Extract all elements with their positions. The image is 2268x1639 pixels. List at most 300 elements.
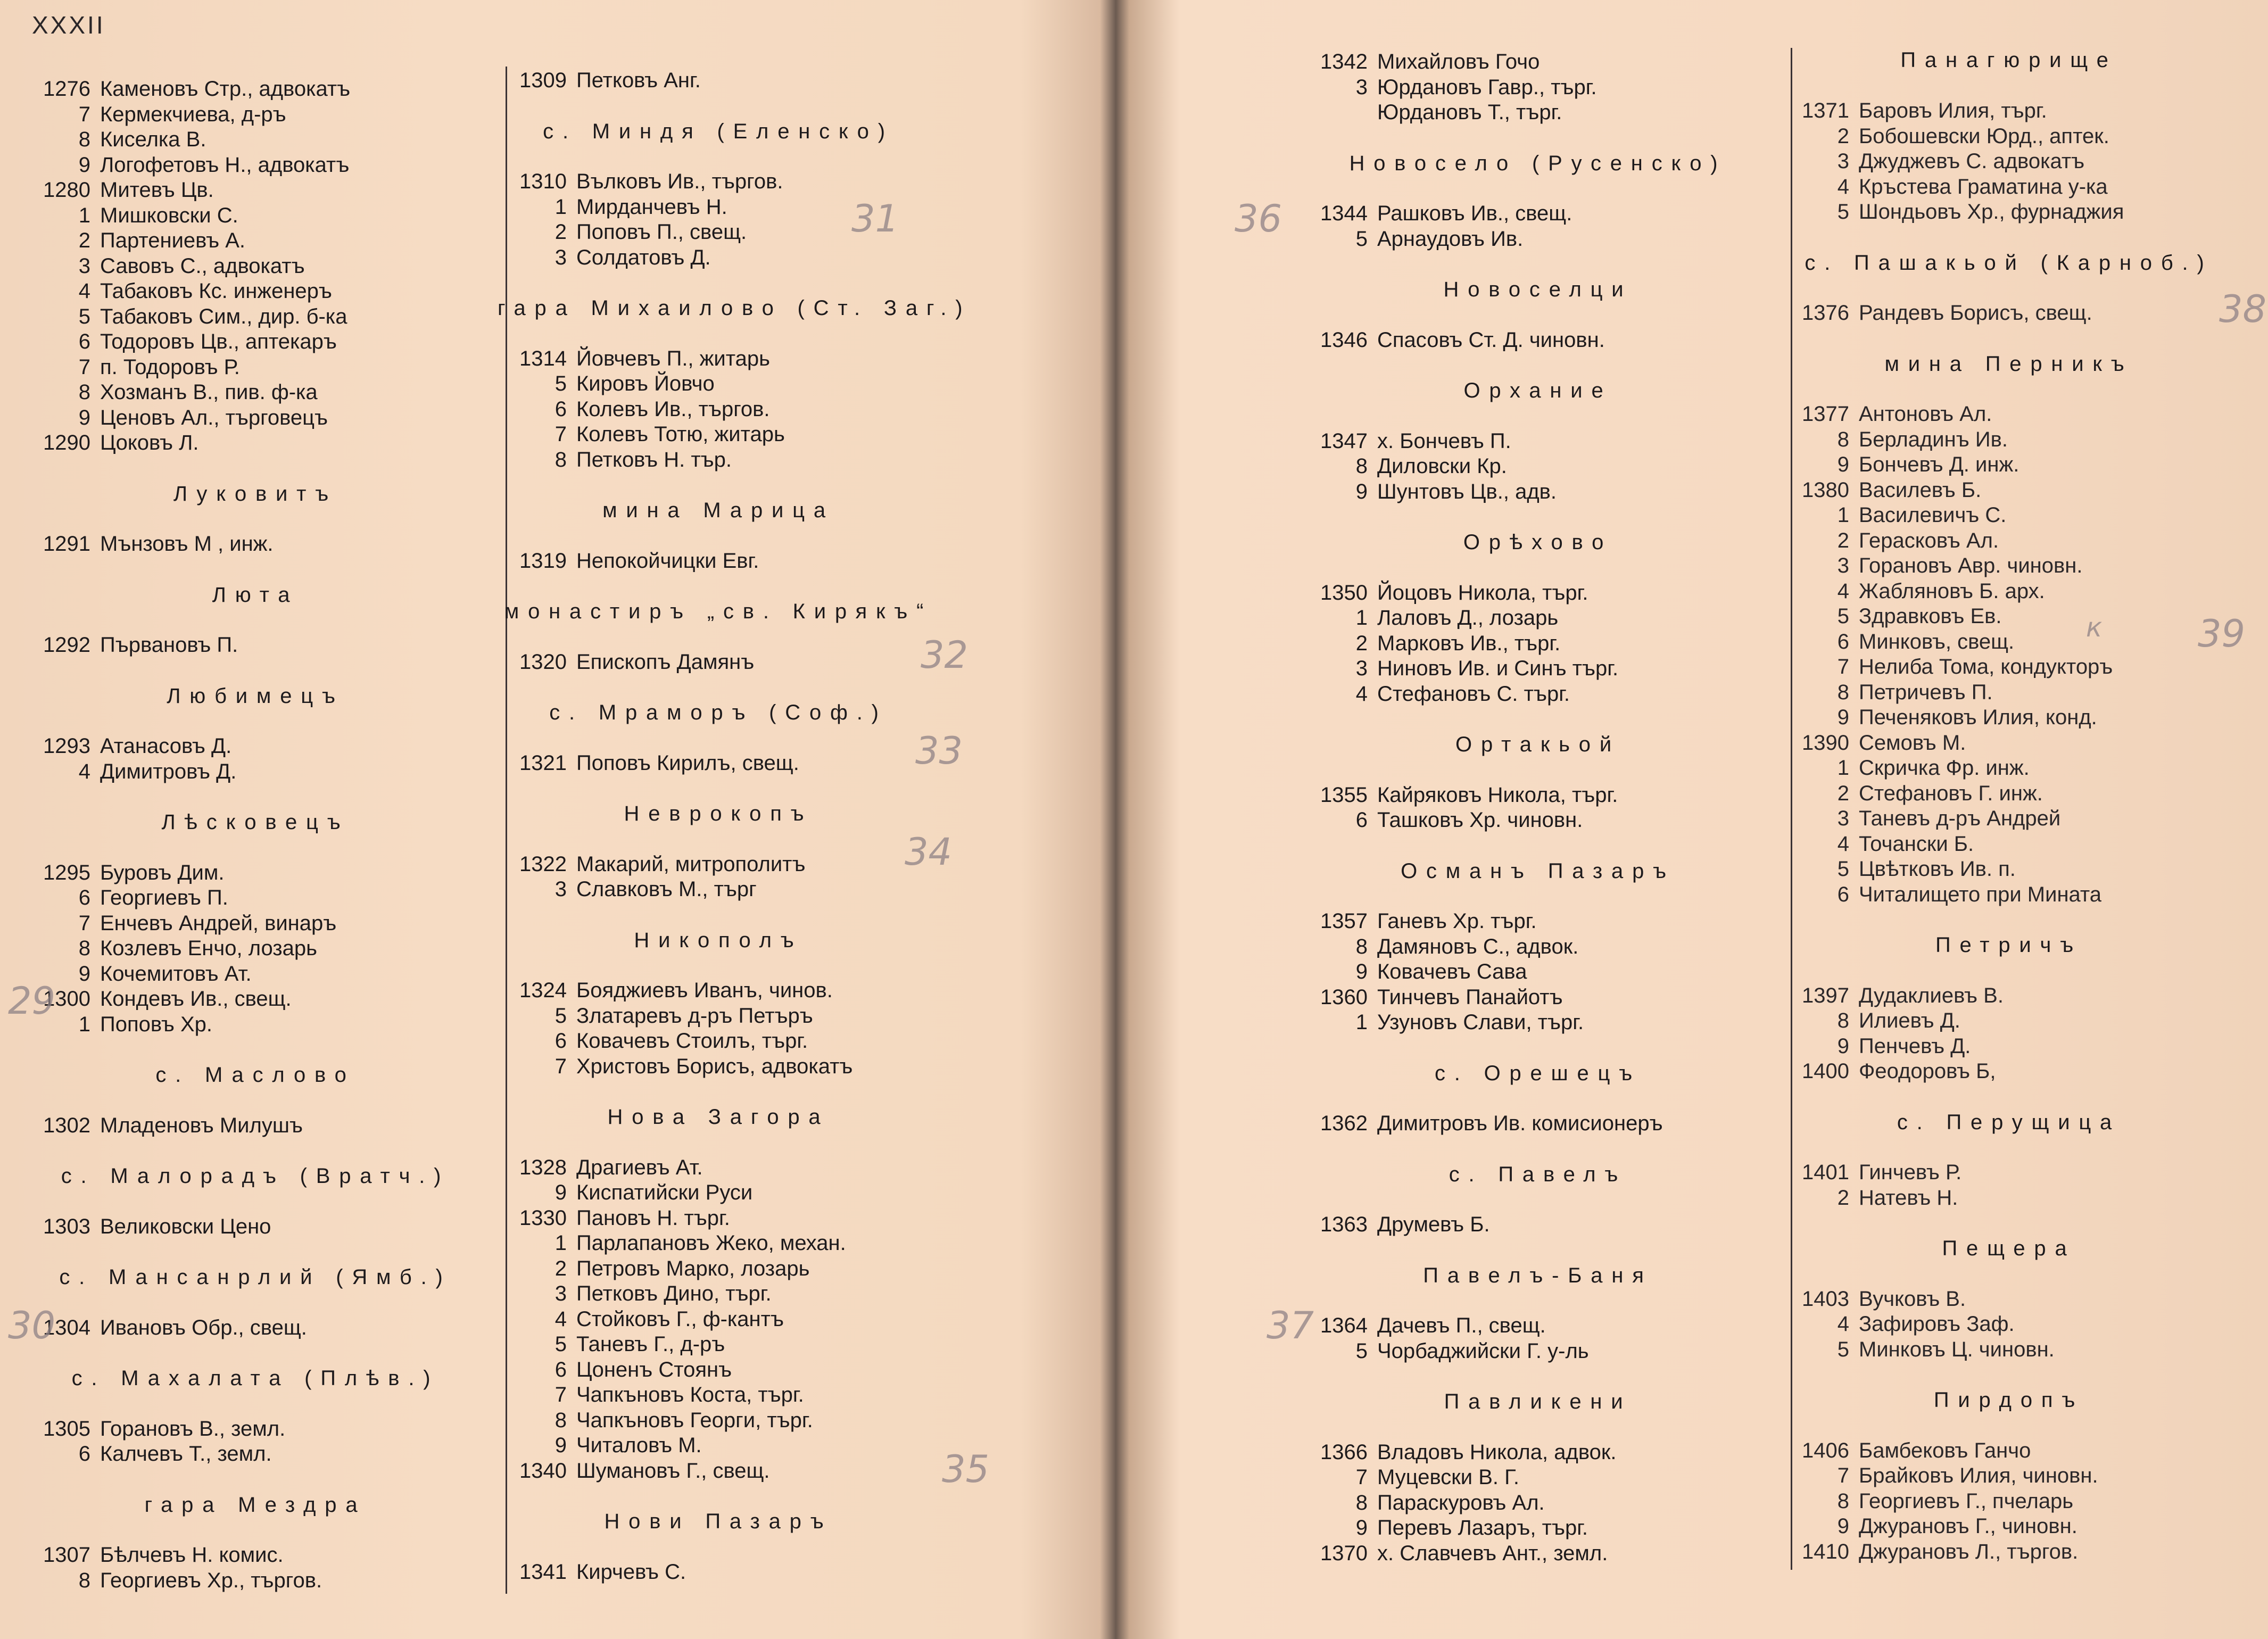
list-entry: [1780, 655, 2238, 680]
list-entry: [498, 1332, 939, 1357]
entry-name: Солдатовъ Д.: [576, 245, 711, 269]
list-entry: [1780, 806, 2238, 832]
entry-name: Савовъ С., адвокатъ: [100, 254, 305, 278]
place-heading: Османъ Пазаръ: [1401, 859, 1675, 883]
place-heading: Петричъ: [1935, 933, 2083, 957]
entry-name: Юрдановъ Гавр., търг.: [1377, 75, 1597, 99]
entry-number: 3: [554, 1282, 567, 1305]
entry-name: Кочемитовъ Ат.: [100, 962, 252, 986]
entry-name: Лаловъ Д., лозарь: [1377, 606, 1559, 630]
handwritten-note: 32: [921, 633, 969, 677]
handwritten-note: 34: [905, 830, 953, 874]
entry-name: Пановъ Н. търг.: [576, 1206, 730, 1230]
list-entry: [1780, 882, 2238, 908]
entry-name: п. Тодоровъ Р.: [100, 355, 240, 379]
entry-number: 7: [78, 355, 90, 379]
list-entry: [498, 245, 939, 271]
entry-number: 1302: [43, 1113, 90, 1137]
list-entry: [498, 1004, 939, 1029]
list-entry: [498, 852, 939, 878]
entry-number: 3: [554, 878, 567, 901]
column-1: [21, 77, 490, 1593]
entry-number: 7: [554, 423, 567, 446]
list-entry: [498, 68, 939, 94]
entry-number: 1: [1355, 1011, 1368, 1034]
entry-name: Таневъ Г., д-ръ: [576, 1332, 725, 1356]
list-entry: [1298, 985, 1777, 1011]
list-entry: [1298, 75, 1777, 101]
list-entry: [21, 77, 490, 102]
entry-name: Ковачевъ Стоилъ, търг.: [576, 1029, 808, 1053]
entry-name: Феодоровъ Б,: [1859, 1059, 1996, 1083]
list-entry: [21, 1214, 490, 1240]
entry-number: 5: [1837, 1337, 1849, 1361]
entry-number: 1360: [1320, 985, 1368, 1009]
entry-name: Бояджиевъ Иванъ, чинов.: [576, 979, 833, 1002]
list-entry: [498, 650, 939, 675]
entry-number: 1366: [1320, 1440, 1368, 1464]
entry-name: Мънзовъ М , инж.: [100, 532, 274, 556]
entry-number: 4: [1837, 579, 1849, 603]
list-entry: [1298, 227, 1777, 252]
entry-number: 1397: [1802, 983, 1849, 1007]
entry-name: Юрдановъ Т., търг.: [1377, 101, 1562, 124]
place-heading: Неврокопъ: [624, 802, 813, 825]
entry-number: 8: [554, 1408, 567, 1432]
list-entry: [498, 1383, 939, 1408]
entry-number: 5: [554, 372, 567, 395]
entry-name: Джуджевъ С. адвокатъ: [1859, 150, 2085, 173]
entry-number: 1: [78, 1012, 90, 1036]
entry-name: Натевъ Н.: [1859, 1186, 1958, 1210]
entry-name: Скричка Фр. инж.: [1859, 756, 2030, 780]
entry-number: 9: [554, 1434, 567, 1457]
handwritten-note: 31: [851, 197, 899, 241]
entry-name: Рандевъ Борисъ, свещ.: [1859, 301, 2092, 325]
entry-number: 1293: [43, 734, 90, 758]
entry-number: 6: [554, 397, 567, 421]
list-entry: [21, 1543, 490, 1568]
entry-number: 2: [1355, 631, 1368, 655]
entry-name: Колевъ Ив., търгов.: [576, 397, 770, 421]
entry-name: Владовъ Никола, адвок.: [1377, 1440, 1617, 1464]
entry-name: Димитровъ Д.: [100, 759, 237, 783]
entry-name: Чапкъновъ Георги, търг.: [576, 1408, 813, 1432]
entry-number: 6: [554, 1029, 567, 1053]
entry-number: 4: [78, 279, 90, 303]
entry-number: 1406: [1802, 1438, 1849, 1462]
entry-number: 6: [78, 886, 90, 909]
entry-number: 2: [1837, 124, 1849, 148]
entry-name: Шунтовъ Цв., адв.: [1377, 479, 1557, 503]
entry-name: Епископъ Дамянъ: [576, 650, 755, 674]
entry-name: Парлапановъ Жеко, механ.: [576, 1231, 846, 1255]
entry-number: 5: [1837, 857, 1849, 881]
entry-number: 1: [1355, 606, 1368, 630]
handwritten-note: 36: [1235, 197, 1282, 241]
entry-name: Енчевъ Андрей, винаръ: [100, 911, 337, 935]
list-entry: [21, 431, 490, 456]
list-entry: [1780, 98, 2238, 124]
list-entry: [498, 1459, 939, 1484]
entry-number: 1400: [1802, 1059, 1849, 1083]
entry-name: Михайловъ Гочо: [1377, 50, 1540, 73]
entry-name: Тодоровъ Цв., аптекаръ: [100, 330, 337, 353]
entry-name: Петричевъ П.: [1859, 680, 1993, 704]
entry-number: 1307: [43, 1543, 90, 1567]
list-entry: [21, 1417, 490, 1442]
entry-number: 1330: [519, 1206, 567, 1230]
entry-number: 3: [554, 245, 567, 269]
list-entry: [1780, 149, 2238, 175]
place-heading: Павелъ-Баня: [1423, 1263, 1653, 1287]
entry-number: 1401: [1802, 1161, 1849, 1184]
list-entry: [1298, 100, 1777, 126]
list-entry: [1298, 656, 1777, 682]
list-entry: [1780, 427, 2238, 453]
entry-number: 1350: [1320, 581, 1368, 605]
place-heading: Новоселци: [1443, 278, 1633, 301]
entry-name: Перевъ Лазаръ, търг.: [1377, 1516, 1588, 1539]
place-heading: с. Махалата (Плѣв.): [71, 1367, 440, 1390]
entry-name: Вълковъ Ив., търгов.: [576, 170, 783, 193]
entry-number: 7: [1837, 1464, 1849, 1487]
entry-name: Стойковъ Г., ф-кантъ: [576, 1307, 784, 1331]
entry-name: Калчевъ Т., земл.: [100, 1442, 272, 1466]
entry-number: 1403: [1802, 1287, 1849, 1311]
place-heading: Орхание: [1463, 379, 1612, 402]
list-entry: [21, 355, 490, 380]
entry-name: Печеняковъ Илия, конд.: [1859, 706, 2097, 729]
entry-name: Баровъ Илия, търг.: [1859, 99, 2047, 122]
entry-number: 2: [1837, 781, 1849, 805]
entry-number: 8: [1355, 454, 1368, 478]
entry-name: Златаревъ д-ръ Петъръ: [576, 1004, 813, 1028]
list-entry: [1298, 1212, 1777, 1238]
entry-name: Нелиба Тома, кондукторъ: [1859, 655, 2113, 678]
entry-number: 1: [1837, 756, 1849, 780]
entry-number: 3: [1837, 150, 1849, 173]
entry-name: Кръстева Граматина у-ка: [1859, 175, 2108, 198]
entry-name: Гинчевъ Р.: [1859, 1161, 1962, 1184]
entry-name: Киселка В.: [100, 128, 206, 151]
place-heading: гара Михаилово (Ст. Заг.): [498, 296, 972, 320]
entry-number: 1290: [43, 431, 90, 454]
list-entry: [498, 1256, 939, 1282]
list-entry: [1298, 959, 1777, 985]
list-entry: [498, 371, 939, 397]
list-entry: [1780, 579, 2238, 605]
list-entry: [1780, 301, 2238, 326]
entry-name: Йоцовъ Никола, търг.: [1377, 581, 1588, 605]
page-number: XXXII: [32, 11, 105, 39]
entry-name: Василевъ Б.: [1859, 478, 1982, 502]
entry-number: 7: [1355, 1466, 1368, 1489]
entry-name: Петковъ Анг.: [576, 69, 701, 92]
handwritten-note: 30: [8, 1304, 56, 1347]
entry-name: Пенчевъ Д.: [1859, 1034, 1971, 1058]
entry-number: 1341: [519, 1560, 567, 1584]
entry-number: 7: [1837, 655, 1849, 678]
entry-name: Ниновъ Ив. и Синъ търг.: [1377, 657, 1619, 680]
entry-number: 1344: [1320, 202, 1368, 225]
entry-name: Кондевъ Ив., свещ.: [100, 987, 292, 1011]
column-3: [1298, 49, 1777, 1566]
entry-name: Цоковъ Л.: [100, 431, 199, 454]
list-entry: [498, 877, 939, 903]
list-entry: [1298, 429, 1777, 454]
entry-number: 1324: [519, 979, 567, 1002]
list-entry: [498, 1054, 939, 1080]
place-heading: Луковитъ: [173, 482, 338, 506]
entry-name: Спасовъ Ст. Д. чиновн.: [1377, 328, 1605, 352]
list-entry: [498, 169, 939, 195]
entry-number: 4: [1837, 1312, 1849, 1336]
entry-number: 3: [78, 254, 90, 278]
entry-number: 8: [1837, 680, 1849, 704]
list-entry: [498, 346, 939, 372]
entry-name: Поповъ Кирилъ, свещ.: [576, 751, 799, 775]
entry-name: Йовчевъ П., житарь: [576, 346, 770, 370]
entry-name: Друмевъ Б.: [1377, 1213, 1490, 1236]
list-entry: [21, 1315, 490, 1341]
list-entry: [1298, 1491, 1777, 1516]
handwritten-note: 35: [942, 1447, 990, 1491]
list-entry: [1298, 783, 1777, 808]
list-entry: [498, 1155, 939, 1181]
list-entry: [498, 422, 939, 448]
entry-number: 1410: [1802, 1539, 1849, 1563]
list-entry: [498, 1307, 939, 1332]
list-entry: [21, 885, 490, 911]
list-entry: [498, 751, 939, 776]
list-entry: [1298, 1440, 1777, 1466]
entry-name: Цвѣтковъ Ив. п.: [1859, 857, 2016, 881]
handwritten-note: к: [2086, 612, 2103, 643]
list-entry: [1780, 731, 2238, 756]
list-entry: [21, 254, 490, 279]
entry-number: 1321: [519, 751, 567, 775]
entry-name: Партениевъ А.: [100, 229, 245, 252]
entry-number: 1357: [1320, 909, 1368, 933]
entry-name: Джурановъ Л., търгов.: [1859, 1539, 2079, 1563]
entry-number: 5: [1837, 605, 1849, 628]
entry-name: Здравковъ Ев.: [1859, 605, 2002, 628]
entry-name: Герасковъ Ал.: [1859, 528, 1999, 552]
list-entry: [1298, 1010, 1777, 1036]
entry-number: 9: [1837, 1034, 1849, 1058]
entry-number: 1304: [43, 1315, 90, 1339]
entry-number: 4: [1837, 175, 1849, 198]
place-heading: с. Павелъ: [1448, 1162, 1627, 1186]
list-entry: [1780, 528, 2238, 554]
entry-name: Арнаудовъ Ив.: [1377, 227, 1524, 251]
list-entry: [1780, 857, 2238, 882]
entry-name: Чорбаджийски Г. у-ль: [1377, 1339, 1589, 1363]
list-entry: [1780, 1287, 2238, 1312]
place-heading: Орѣхово: [1463, 531, 1613, 554]
list-entry: [21, 203, 490, 229]
list-entry: [1298, 631, 1777, 657]
entry-number: 8: [1837, 1009, 1849, 1032]
entry-name: Кировъ Йовчо: [576, 372, 715, 395]
entry-name: Минковъ, свещ.: [1859, 630, 2015, 653]
place-heading: с. Мансанрлий (Ямб.): [59, 1265, 452, 1289]
list-entry: [1780, 452, 2238, 478]
entry-name: Великовски Цено: [100, 1214, 271, 1238]
entry-name: Младеновъ Милушъ: [100, 1113, 303, 1137]
list-entry: [498, 1433, 939, 1459]
entry-number: 1342: [1320, 50, 1368, 73]
list-entry: [498, 1560, 939, 1585]
list-entry: [1780, 1186, 2238, 1211]
list-entry: [498, 397, 939, 423]
entry-name: Бобошевски Юрд., аптек.: [1859, 124, 2109, 148]
entry-name: Табаковъ Кс. инженеръ: [100, 279, 332, 303]
entry-number: 3: [1355, 75, 1368, 99]
entry-name: Първановъ П.: [100, 633, 238, 657]
list-entry: [498, 549, 939, 574]
entry-name: Хозманъ В., пив. ф-ка: [100, 380, 318, 404]
list-entry: [1780, 1059, 2238, 1085]
list-entry: [498, 1408, 939, 1434]
entry-number: 1280: [43, 178, 90, 202]
entry-name: Точански Б.: [1859, 832, 1974, 856]
entry-number: 2: [554, 220, 567, 244]
entry-number: 5: [1355, 1339, 1368, 1363]
entry-number: 1376: [1802, 301, 1849, 325]
list-entry: [21, 127, 490, 153]
entry-number: 3: [1837, 554, 1849, 577]
entry-name: Петковъ Н. тър.: [576, 448, 732, 471]
handwritten-note: 33: [915, 729, 963, 773]
entry-number: [1298, 100, 1368, 126]
entry-number: 1362: [1320, 1112, 1368, 1135]
entry-number: 2: [78, 229, 90, 252]
list-entry: [1780, 983, 2238, 1009]
list-entry: [21, 1113, 490, 1139]
list-entry: [1780, 553, 2238, 579]
entry-name: Горановъ Авр. чиновн.: [1859, 554, 2083, 577]
entry-name: Тинчевъ Панайотъ: [1377, 985, 1563, 1009]
list-entry: [1298, 1465, 1777, 1491]
place-heading: Нови Пазаръ: [604, 1510, 833, 1533]
entry-number: 8: [78, 128, 90, 151]
list-entry: [498, 1231, 939, 1256]
entry-name: Читалището при Мината: [1859, 882, 2102, 906]
list-entry: [1298, 1516, 1777, 1541]
place-heading: мина Перникъ: [1884, 352, 2133, 376]
entry-number: 8: [1355, 1491, 1368, 1514]
entry-name: Кайряковъ Никола, търг.: [1377, 783, 1618, 807]
entry-name: Чапкъновъ Коста, търг.: [576, 1383, 804, 1406]
list-entry: [1298, 606, 1777, 631]
list-entry: [1780, 1514, 2238, 1539]
list-entry: [21, 936, 490, 962]
entry-name: Стефановъ С. търг.: [1377, 682, 1570, 706]
entry-number: 1380: [1802, 478, 1849, 502]
entry-name: Дамяновъ С., адвок.: [1377, 934, 1579, 958]
list-entry: [1298, 934, 1777, 960]
list-entry: [498, 1029, 939, 1054]
entry-name: Диловски Кр.: [1377, 454, 1507, 478]
entry-name: Драгиевъ Ат.: [576, 1155, 703, 1179]
list-entry: [1780, 503, 2238, 528]
place-heading: Люта: [212, 583, 299, 607]
entry-number: 6: [78, 330, 90, 353]
list-entry: [1298, 682, 1777, 707]
entry-name: Петковъ Дино, търг.: [576, 1282, 772, 1305]
place-heading: с. Орешецъ: [1434, 1061, 1642, 1085]
entry-name: Шумановъ Г., свещ.: [576, 1459, 770, 1483]
entry-number: 1371: [1802, 99, 1849, 122]
list-entry: [1780, 604, 2238, 630]
entry-number: 1: [1837, 503, 1849, 527]
entry-name: Семовъ М.: [1859, 731, 1966, 755]
list-entry: [21, 1012, 490, 1038]
entry-number: 9: [78, 405, 90, 429]
list-entry: [1780, 705, 2238, 731]
list-entry: [1780, 1160, 2238, 1186]
place-heading: с. Перущица: [1897, 1110, 2121, 1134]
entry-number: 1355: [1320, 783, 1368, 807]
entry-number: 1390: [1802, 731, 1849, 755]
entry-name: Зафировъ Заф.: [1859, 1312, 2015, 1336]
list-entry: [1780, 1489, 2238, 1514]
entry-name: Славковъ М., търг: [576, 878, 757, 901]
entry-number: 5: [554, 1004, 567, 1028]
list-entry: [21, 279, 490, 304]
entry-number: 6: [1355, 808, 1368, 832]
place-heading: монастиръ „св. Кирякъ“: [504, 600, 933, 623]
entry-name: Макарий, митрополитъ: [576, 852, 806, 876]
entry-number: 2: [554, 1256, 567, 1280]
place-heading: с. Мраморъ (Соф.): [549, 701, 888, 724]
entry-name: Антоновъ Ал.: [1859, 402, 1992, 426]
entry-name: Непокойчицки Евг.: [576, 549, 759, 573]
entry-number: 1291: [43, 532, 90, 556]
entry-number: 5: [1837, 200, 1849, 224]
handwritten-note: 38: [2219, 287, 2267, 331]
list-entry: [21, 304, 490, 330]
entry-number: 1319: [519, 549, 567, 573]
entry-name: Узуновъ Слави, търг.: [1377, 1011, 1584, 1034]
entry-number: 2: [1837, 528, 1849, 552]
list-entry: [21, 1442, 490, 1467]
entry-number: 1363: [1320, 1213, 1368, 1236]
entry-name: Джурановъ Г., чиновн.: [1859, 1514, 2077, 1538]
entry-number: 1292: [43, 633, 90, 657]
list-entry: [1298, 1313, 1777, 1339]
list-entry: [21, 532, 490, 557]
entry-name: Каменовъ Стр., адвокатъ: [100, 77, 351, 101]
list-entry: [1780, 1337, 2238, 1363]
entry-name: Дачевъ П., свещ.: [1377, 1314, 1546, 1337]
list-entry: [21, 405, 490, 431]
entry-name: Кермекчиева, д-ръ: [100, 102, 286, 126]
list-entry: [21, 860, 490, 886]
entry-number: 9: [1837, 1514, 1849, 1538]
list-entry: [1780, 402, 2238, 427]
entry-name: Димитровъ Ив. комисионеръ: [1377, 1112, 1663, 1135]
place-heading: Лѣсковецъ: [161, 810, 350, 834]
list-entry: [1298, 201, 1777, 227]
entry-number: 7: [554, 1383, 567, 1406]
list-entry: [21, 102, 490, 128]
list-entry: [1780, 630, 2238, 655]
entry-number: 1295: [43, 860, 90, 884]
entry-number: 6: [78, 1442, 90, 1466]
